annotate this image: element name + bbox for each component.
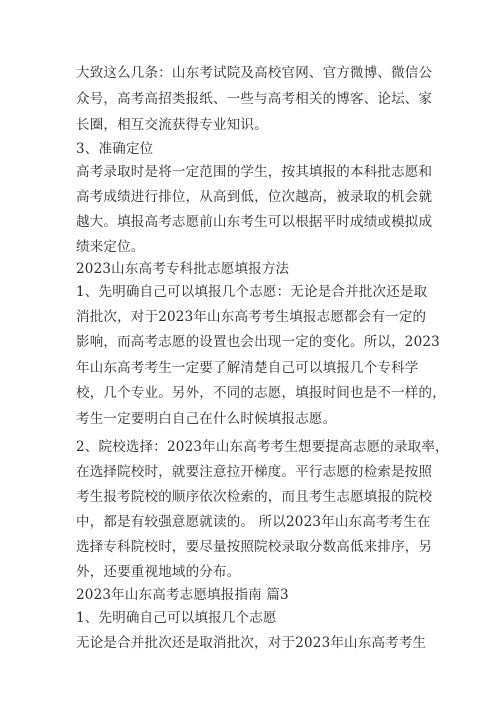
- text-line: 消批次，对于2023年山东高考考生填报志愿都会有一定的: [76, 309, 427, 325]
- text-line: 校，几个专业。另外，不同的志愿，填报时间也是不一样的，: [76, 385, 446, 401]
- text-line: 绩来定位。: [76, 239, 145, 255]
- text-line: 年山东高考考生一定要了解清楚自己可以填报几个专科学: [76, 360, 419, 376]
- text-line: 外，还要重视地域的分布。: [76, 564, 241, 580]
- text-line: 在选择院校时，就要注意拉开梯度。平行志愿的检索是按照: [76, 464, 433, 480]
- text-line: 影响，而高考志愿的设置也会出现一定的变化。所以，2023: [76, 334, 440, 350]
- text-line: 越大。填报高考志愿前山东考生可以根据平时成绩或模拟成: [76, 214, 433, 230]
- section-heading: 2023年山东高考志愿填报指南 篇3: [76, 587, 289, 603]
- text-line: 考生一定要明白自己在什么时候填报志愿。: [76, 411, 337, 427]
- text-line: 2、院校选择：2023年山东高考考生想要提高志愿的录取率，: [76, 439, 449, 455]
- text-line: 无论是合并批次还是取消批次，对于2023年山东高考考生: [76, 635, 427, 651]
- text-line: 选择专科院校时，要尽量按照院校录取分数高低来排序，另: [76, 539, 433, 555]
- text-line: 中，都是有较强意愿就读的。 所以2023年山东高考考生在: [76, 514, 431, 530]
- text-line: 考生报考院校的顺序依次检索的，而且考生志愿填报的院校: [76, 489, 433, 505]
- text-line: 1、先明确自己可以填报几个志愿：无论是合并批次还是取: [76, 284, 428, 300]
- section-heading: 3、准确定位: [76, 141, 154, 157]
- text-line: 高考录取时是将一定范围的学生，按其填报的本科批志愿和: [76, 164, 433, 180]
- text-line: 高考成绩进行排位，从高到低，位次越高，被录取的机会就: [76, 189, 433, 205]
- section-heading: 2023山东高考专科批志愿填报方法: [76, 261, 290, 277]
- text-line: 大致这么几条：山东考试院及高校官网、官方微博、微信公: [76, 65, 433, 81]
- text-line: 长圈，相互交流获得专业知识。: [76, 117, 268, 133]
- section-heading: 1、先明确自己可以填报几个志愿: [76, 610, 277, 626]
- text-line: 众号，高考高招类报纸、一些与高考相关的博客、论坛、家: [76, 91, 433, 107]
